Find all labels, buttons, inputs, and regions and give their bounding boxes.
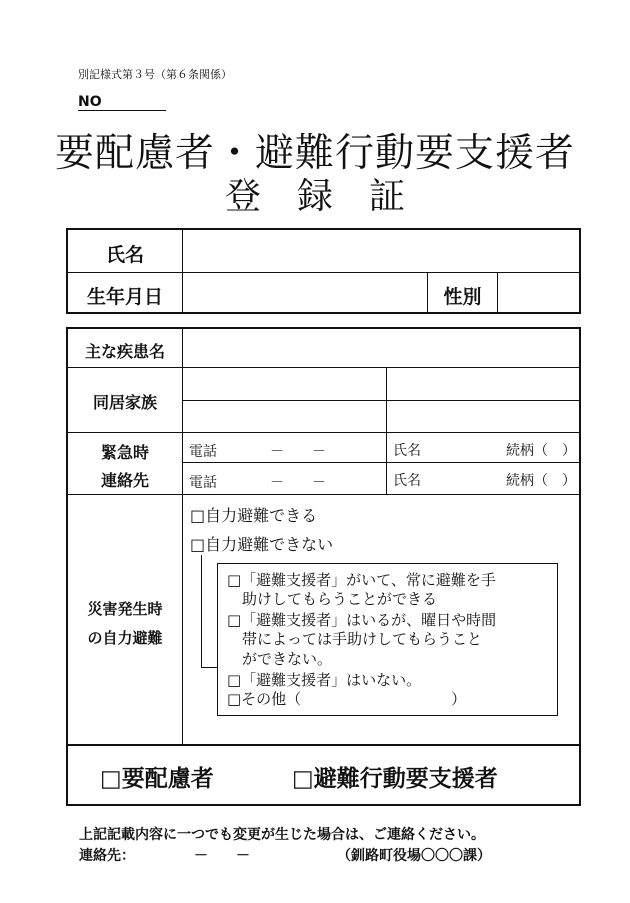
bracket-vertical [201,555,202,667]
category-care-needed[interactable]: □要配慮者 [100,766,214,792]
no-underline [78,110,166,111]
sub-option-4[interactable]: □その他（ ） [227,690,467,708]
family-label: 同居家族 [92,393,157,412]
contact2-tel-label: 電話 [189,475,217,491]
sub-option-1-line1[interactable]: □「避難支援者」がいて、常に避難を手 [227,571,496,589]
emergency-label-line2: 連絡先 [100,471,149,490]
footer-contact-label: 連絡先： [79,848,135,864]
sub-option-2-line3: ができない。 [227,650,333,668]
birthdate-label: 生年月日 [86,286,163,308]
gender-label: 性別 [443,286,482,308]
contact1-tel-dashes: － － [270,444,326,460]
emergency-label-line1: 緊急時 [100,443,149,462]
evac-label-line1: 災害発生時 [87,600,163,618]
form-number: 別記様式第３号（第６条関係） [78,68,232,81]
footer-office: （釧路町役場〇〇〇課） [337,848,491,864]
sub-option-1-line2: 助けしてもらうことができる [227,590,438,608]
bracket-horizontal [201,667,217,668]
option-can-evacuate[interactable]: □自力避難できる [190,506,318,525]
contact1-name-label: 氏名 [393,443,421,459]
no-label: NO [78,94,102,110]
evac-label-line2: の自力避難 [87,629,163,647]
sub-option-2-line2: 帯によっては手助けしてもらうこと [227,630,483,648]
contact2-name-label: 氏名 [393,473,421,489]
contact1-tel-label: 電話 [189,444,217,460]
title-line1: 要配慮者・避難行動要支援者 [54,131,575,176]
contact2-tel-dashes: － － [270,475,326,491]
category-evac-support[interactable]: □避難行動要支援者 [292,766,498,792]
name-label: 氏名 [105,244,144,266]
title-line2: 登 録 証 [224,176,405,217]
contact2-relation-label: 続柄（ ） [506,473,576,489]
footer-notice: 上記記載内容に一つでも変更が生じた場合は、ご連絡ください。 [79,827,485,843]
contact1-relation-label: 続柄（ ） [506,443,576,459]
option-cannot-evacuate[interactable]: □自力避難できない [190,535,334,554]
sub-option-3[interactable]: □「避難支援者」はいない。 [227,671,422,689]
sub-option-2-line1[interactable]: □「避難支援者」はいるが、曜日や時間 [227,611,497,629]
footer-contact-dashes: － － [194,848,250,864]
disease-label: 主な疾患名 [84,342,165,361]
